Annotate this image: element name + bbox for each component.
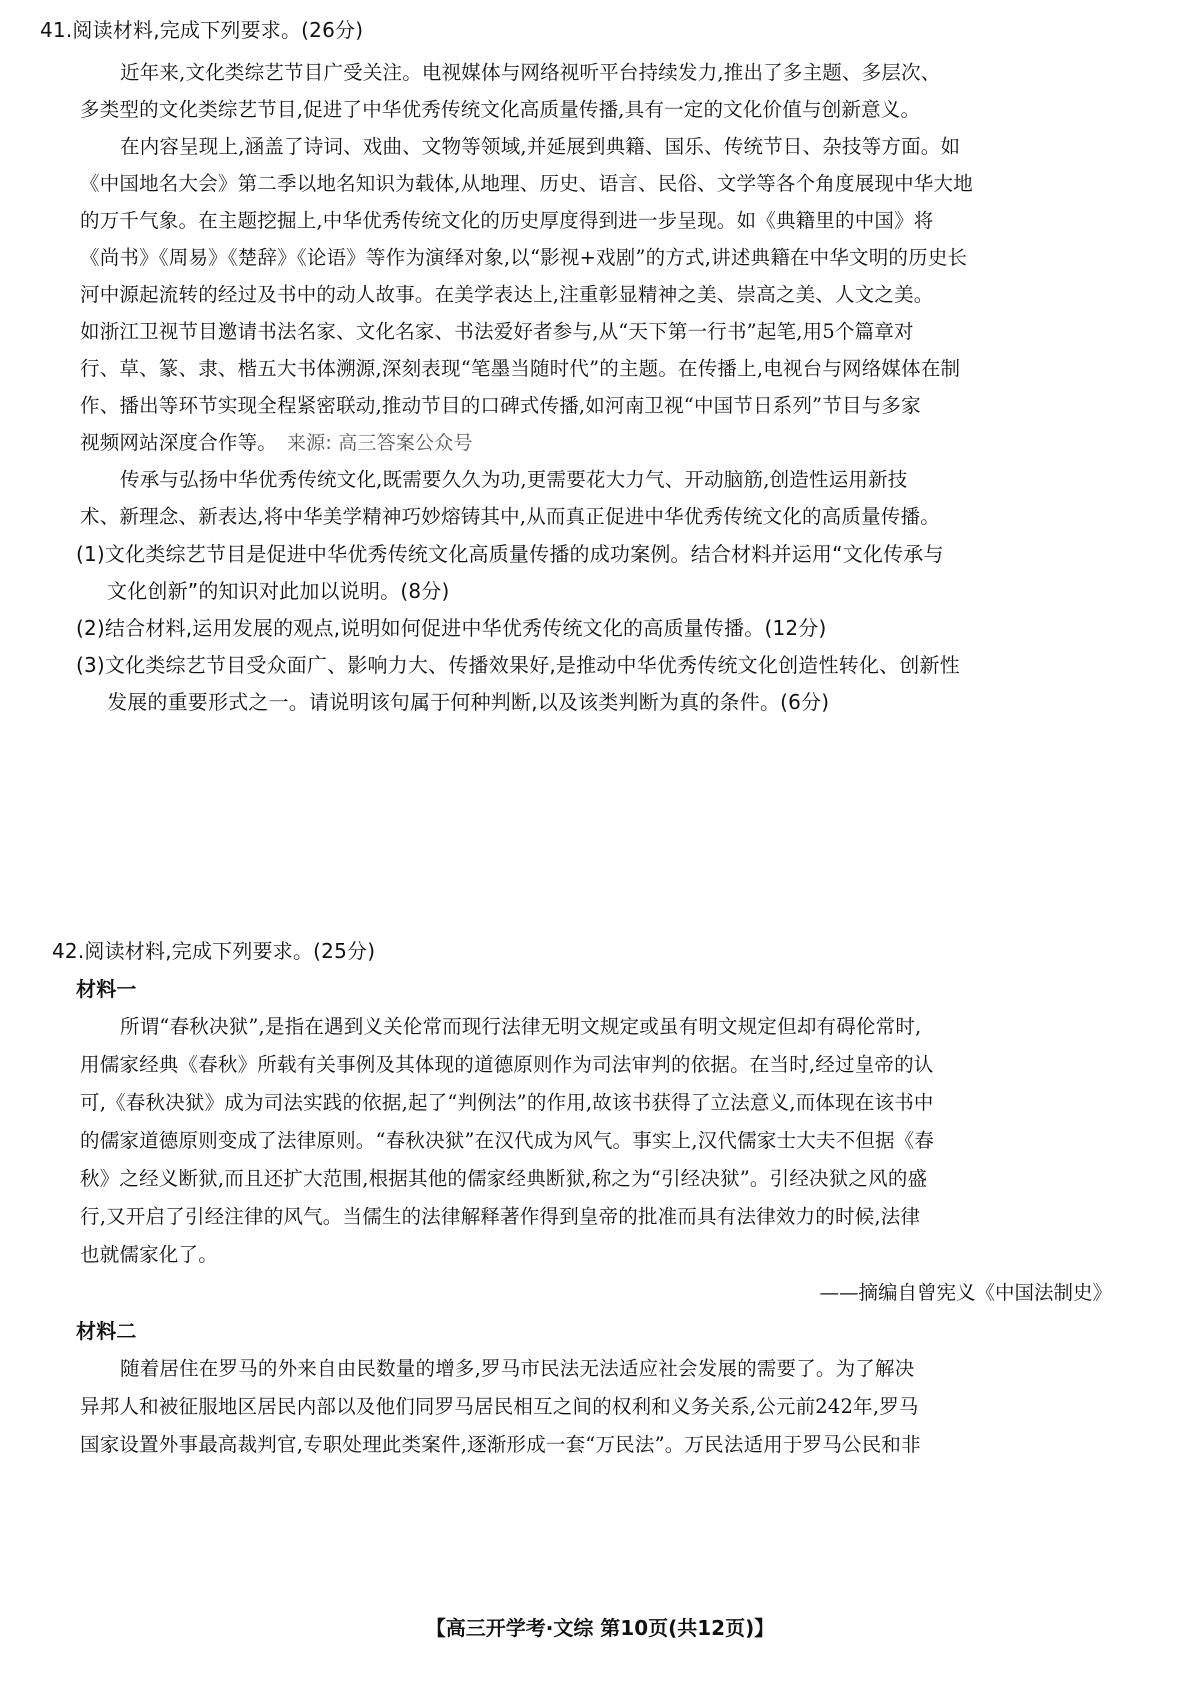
q41-requirement-1: (1)文化类综艺节目是促进中华优秀传统文化高质量传播的成功案例。结合材料并运用“文化传承与	[76, 542, 944, 566]
material-1-line: 也就儒家化了。	[80, 1243, 218, 1266]
question-42-title: 42.阅读材料,完成下列要求。(25分)	[52, 939, 376, 963]
material-1-citation: ——摘编自曾宪义《中国法制史》	[819, 1281, 1112, 1304]
q41-paragraph-line: 的万千气象。在主题挖掘上,中华优秀传统文化的历史厚度得到进一步呈现。如《典籍里的中国》将	[80, 209, 934, 232]
q41-paragraph-line: 作、播出等环节实现全程紧密联动,推动节目的口碑式传播,如河南卫视“中国节日系列”节目与多家	[80, 394, 921, 417]
q41-paragraph-line: 河中源起流转的经过及书中的动人故事。在美学表达上,注重彰显精神之美、崇高之美、人文之美。	[80, 283, 934, 306]
material-1-line: 可,《春秋决狱》成为司法实践的依据,起了“判例法”的作用,故该书获得了立法意义,而体现在该书中	[80, 1091, 934, 1114]
q41-paragraph-line: 视频网站深度合作等。	[80, 431, 278, 454]
q41-requirement-2: (2)结合材料,运用发展的观点,说明如何促进中华优秀传统文化的高质量传播。(12分)	[76, 616, 827, 640]
q41-paragraph-line: 行、草、篆、隶、楷五大书体溯源,深刻表现“笔墨当随时代”的主题。在传播上,电视台与网络媒体在制	[80, 357, 961, 380]
q41-requirement-3-cont: 发展的重要形式之一。请说明该句属于何种判断,以及该类判断为真的条件。(6分)	[107, 690, 830, 714]
page-footer: 【高三开学考·文综 第10页(共12页)】	[425, 1616, 775, 1640]
q41-paragraph-line: 如浙江卫视节目邀请书法名家、文化名家、书法爱好者参与,从“天下第一行书”起笔,用5个篇章对	[80, 320, 914, 343]
q41-requirement-1-cont: 文化创新”的知识对此加以说明。(8分)	[107, 579, 450, 603]
material-2-line: 国家设置外事最高裁判官,专职处理此类案件,逐渐形成一套“万民法”。万民法适用于罗马公民和非	[80, 1433, 921, 1456]
material-2-label: 材料二	[76, 1319, 137, 1343]
material-1-line: 用儒家经典《春秋》所载有关事例及其体现的道德原则作为司法审判的依据。在当时,经过皇帝的认	[80, 1053, 934, 1076]
source-note: 来源: 高三答案公众号	[287, 432, 473, 454]
material-1-line: 行,又开启了引经注律的风气。当儒生的法律解释著作得到皇帝的批准而具有法律效力的时候,法律	[80, 1205, 921, 1228]
q41-paragraph-line: 术、新理念、新表达,将中华美学精神巧妙熔铸其中,从而真正促进中华优秀传统文化的高质量传播。	[80, 505, 940, 528]
material-2-line: 随着居住在罗马的外来自由民数量的增多,罗马市民法无法适应社会发展的需要了。为了解决	[120, 1357, 915, 1380]
q41-paragraph-line: 多类型的文化类综艺节目,促进了中华优秀传统文化高质量传播,具有一定的文化价值与创新意义。	[80, 98, 921, 121]
q41-paragraph-line: 在内容呈现上,涵盖了诗词、戏曲、文物等领域,并延展到典籍、国乐、传统节日、杂技等方面。如	[120, 135, 961, 158]
material-1-line: 秋》之经义断狱,而且还扩大范围,根据其他的儒家经典断狱,称之为“引经决狱”。引经决狱之风的盛	[80, 1167, 928, 1190]
q41-paragraph-line: 近年来,文化类综艺节目广受关注。电视媒体与网络视听平台持续发力,推出了多主题、多层次、	[120, 61, 941, 84]
material-1-line: 的儒家道德原则变成了法律原则。“春秋决狱”在汉代成为风气。事实上,汉代儒家士大夫不但据《春	[80, 1129, 935, 1152]
material-1-label: 材料一	[76, 977, 137, 1001]
q41-paragraph-line: 《中国地名大会》第二季以地名知识为载体,从地理、历史、语言、民俗、文学等各个角度展现中华大地	[80, 172, 973, 195]
q41-paragraph-line: 传承与弘扬中华优秀传统文化,既需要久久为功,更需要花大力气、开动脑筋,创造性运用新技	[120, 468, 908, 491]
q41-paragraph-line: 《尚书》《周易》《楚辞》《论语》等作为演绎对象,以“影视+戏剧”的方式,讲述典籍在中华文明的历史长	[80, 246, 968, 269]
q41-requirement-3: (3)文化类综艺节目受众面广、影响力大、传播效果好,是推动中华优秀传统文化创造性转化、创新性	[76, 653, 960, 677]
material-2-line: 异邦人和被征服地区居民内部以及他们同罗马居民相互之间的权利和义务关系,公元前242年,罗马	[80, 1395, 919, 1418]
question-41-title: 41.阅读材料,完成下列要求。(26分)	[40, 18, 364, 42]
material-1-line: 所谓“春秋决狱”,是指在遇到义关伦常而现行法律无明文规定或虽有明文规定但却有碍伦常时,	[120, 1015, 922, 1038]
